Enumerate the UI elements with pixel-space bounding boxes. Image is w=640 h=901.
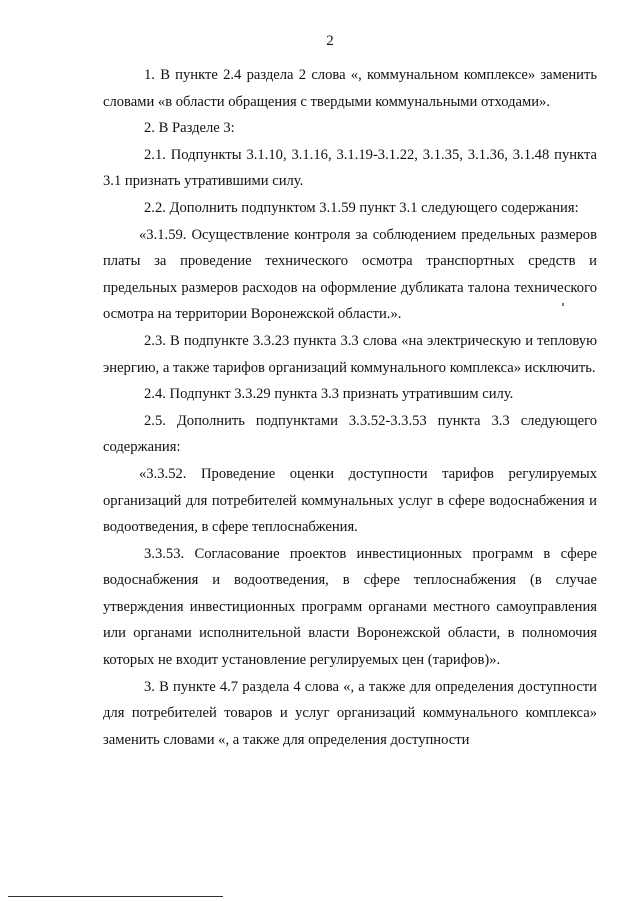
paragraph-2: 2. В Разделе 3: [144,120,235,137]
paragraph-2-3: 2.3. В подпункте 3.3.23 пункта 3.3 слова «на электрическую и тепловую энергию, а также тарифов организаций коммунального комплекса» исключить. [103,332,597,376]
paragraph-3: 3. В пункте 4.7 раздела 4 слова «, а также для определения доступности для потребителей товаров и услуг организаций коммунального комплекса» заменить словами «, а также для определения доступности [103,678,597,748]
bottom-rule [8,896,223,897]
paragraph-3-3-52: «3.3.52. Проведение оценки доступности тарифов регулируемых организаций для потребителей коммунальных услуг в сфере водоснабжения и водоотведения, в сфере теплоснабжения. [103,465,597,536]
paragraph-3-3-53: 3.3.53. Согласование проектов инвестиционных программ в сфере водоснабжения и водоотведения, в сфере теплоснабжения (в случае утверждения инвестиционных программ органами местного самоуправления или органами исполнительной власти Воронежской области, в полномочия которых не входит установление регулируемых цен (тарифов)». [103,545,597,669]
scan-speck [562,303,564,306]
paragraph-2-2: 2.2. Дополнить подпунктом 3.1.59 пункт 3.1 следующего содержания: [144,199,579,216]
paragraph-2-5: 2.5. Дополнить подпунктами 3.3.52-3.3.53 пункта 3.3 следующего содержания: [103,412,597,456]
page-number: 2 [326,33,334,49]
paragraph-1: 1. В пункте 2.4 раздела 2 слова «, коммунальном комплексе» заменить словами «в области обращения с твердыми коммунальными отходами». [103,67,597,110]
paragraph-3-1-59: «3.1.59. Осуществление контроля за соблюдением предельных размеров платы за проведение технического осмотра транспортных средств и предельных размеров расходов на оформление дубликата талона технического осмотра на территории Воронежской области.». [103,226,597,323]
paragraph-2-1: 2.1. Подпункты 3.1.10, 3.1.16, 3.1.19-3.1.22, 3.1.35, 3.1.36, 3.1.48 пункта 3.1 признать утратившими силу. [103,146,597,190]
document-body [103,62,597,753]
paragraph-2-4: 2.4. Подпункт 3.3.29 пункта 3.3 признать утратившим силу. [144,386,514,403]
